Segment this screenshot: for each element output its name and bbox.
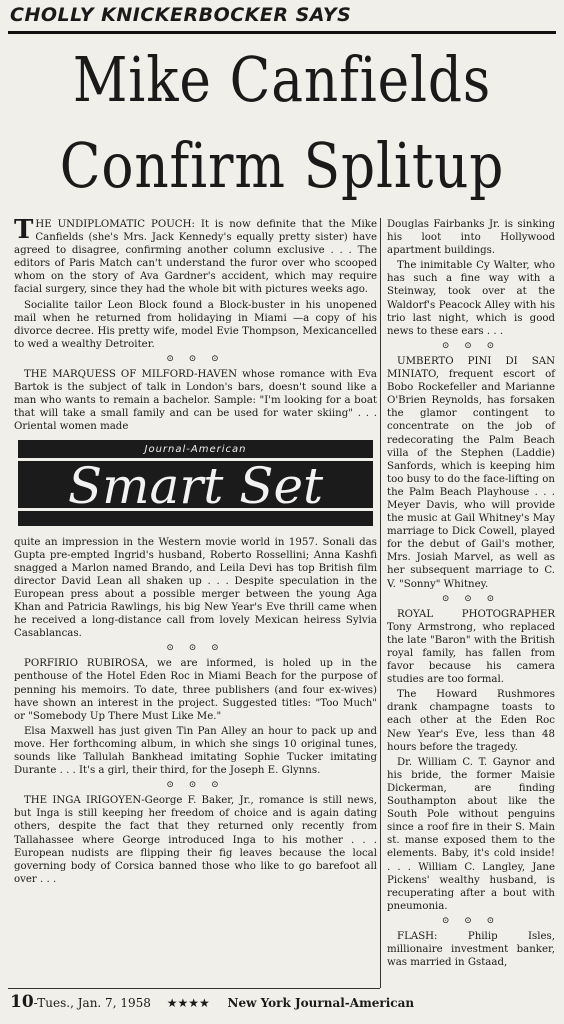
article-paragraph: PORFIRIO RUBIROSA, we are informed, is holed up in the penthouse of the Hotel Eden Roc in Miami Beach for the purpose of penning his memoirs. To date, three publishers (and four ex-wives) have shown an interest in the project. Suggested titles: "Too Much" or "Somebody Up There Must Like Me." (14, 658, 377, 722)
article-paragraph: Douglas Fairbanks Jr. is sinking his loot into Hollywood apartment buildings. (387, 219, 555, 257)
headline-line-1: Mike Canfields (72, 43, 492, 116)
article-paragraph: Elsa Maxwell has just given Tin Pan Alley an hour to pack up and move. Her forthcoming album, in which she sings 10 original tunes, sounds like Tallulah Bankhead imitating Sophie Tucker imitating Durante . . . It's a girl, their third, for the Joseph E. Glynns. (14, 725, 377, 777)
drop-cap: T (14, 215, 34, 245)
article-paragraph: THE INGA IRIGOYEN-George F. Baker, Jr., romance is still news, but Inga is still keeping her freedom of choice and is again dating others, despite the fact that they returned only recently from Tallahassee where George introduced Inga to his mother . . . European nudists are flipping their fig leaves because the local governing body of Corsica banned those who like to go barefoot all over . . . (14, 795, 377, 885)
footer-rule (8, 988, 380, 989)
logo-small-text: Journal-American (144, 443, 247, 455)
article-paragraph: THE MARQUESS OF MILFORD-HAVEN whose romance with Eva Bartok is the subject of talk in London's bars, doesn't sound like a man who wants to remain a bachelor. Sample: "I'm looking for a boat that will take a small family and can be used for water skiing" . . . Oriental women made (14, 369, 377, 433)
logo-big-text: Smart Set (67, 456, 324, 515)
article-paragraph: The inimitable Cy Walter, who has such a fine way with a Steinway, took over at the Waldorf's Peacock Alley with his trio last night, which is good news to these ears . . . (387, 260, 555, 337)
article-paragraph: THE UNDIPLOMATIC POUCH: It is now definite that the Mike Canfields (she's Mrs. Jack Kennedy's equally pretty sister) have agreed to disagree, confirming another column exclusive . . . The editors of Paris Match can't understand the furor over who scooped whom on the story of Ava Gardner's accident, which may require facial surgery, since they had the whole bit with pictures weeks ago. (14, 215, 377, 296)
article-paragraph: UMBERTO PINI DI SAN MINIATO, frequent escort of Bobo Rockefeller and Marianne O'Brien Reynolds, has forsaken the glamor contingent to concentrate on the job of redecorating the Palm Beach villa of the Stephen (Laddie) Sanfords, which is keeping him too busy to do the face-lifting on the Palm Beach Playhouse . . . Meyer Davis, who will provide the music at Gail Whitney's May marriage to Dick Cowell, played for the debut of Gail's mother, Mrs. Josiah Marvel, as well as her subsequent marriage to C. V. "Sonny" Whitney. (387, 355, 555, 590)
section-separator: ⊙ ⊙ ⊙ (166, 780, 225, 791)
column-rule (380, 218, 381, 988)
article-paragraph: The Howard Rushmores drank champagne toasts to each other at the Eden Roc New Year's Eve, less than 48 hours before the tragedy. (387, 689, 555, 753)
section-separator: ⊙ ⊙ ⊙ (441, 340, 501, 351)
right-column (387, 218, 555, 971)
article-paragraph: Dr. William C. T. Gaynor and his bride, the former Maisie Dickerman, are finding Southampton about like the South Pole without penguins since a roof fire in their S. Main st. manse exposed them to the elements. Baby, it's cold inside! . . . William C. Langley, Jane Pickens' wealthy husband, is recuperating after a bout with pneumonia. (387, 756, 555, 912)
page-footer (10, 992, 414, 1012)
page-number: 10 (10, 992, 34, 1012)
newspaper-name: New York Journal-American (227, 996, 415, 1010)
section-separator: ⊙ ⊙ ⊙ (441, 915, 501, 926)
column-head: CHOLLY KNICKERBOCKER SAYS (10, 4, 352, 26)
article-paragraph: FLASH: Philip Isles, millionaire investment banker, was married in Gstaad, (387, 930, 555, 969)
section-separator: ⊙ ⊙ ⊙ (166, 353, 225, 364)
footer-date: -Tues., Jan. 7, 1958 (33, 996, 151, 1010)
left-column (14, 215, 377, 888)
smart-set-logo (18, 440, 373, 526)
top-rule (8, 31, 556, 34)
article-paragraph: quite an impression in the Western movie world in 1957. Sonali das Gupta pre-empted Ingrid's husband, Roberto Rossellini; Anna Kashfi snagged a Marlon named Brando, and Leila Devi has top British film director David Lean all shaken up . . . Despite speculation in the European press about a possible merger between the young Aga Khan and Patricia Rawlings, his big New Year's Eve thrill came when he received a long-distance call from lovely Mexican heiress Sylvia Casablancas. (14, 536, 377, 640)
headline-line-2: Confirm Splitup (59, 129, 505, 202)
article-paragraph: ROYAL PHOTOGRAPHER Tony Armstrong, who replaced the late "Baron" with the British royal family, has fallen from favor because his camera studies are too formal. (387, 608, 555, 686)
article-paragraph: Socialite tailor Leon Block found a Block-buster in his unopened mail when he returned from holidaying in Miami —a copy of his divorce decree. His pretty wife, model Evie Thompson, Mexicancelled to wed a wealthy Detroiter. (14, 299, 377, 350)
section-separator: ⊙ ⊙ ⊙ (441, 593, 501, 604)
edition-stars: ★★★★ (166, 996, 210, 1010)
section-separator: ⊙ ⊙ ⊙ (166, 643, 225, 654)
